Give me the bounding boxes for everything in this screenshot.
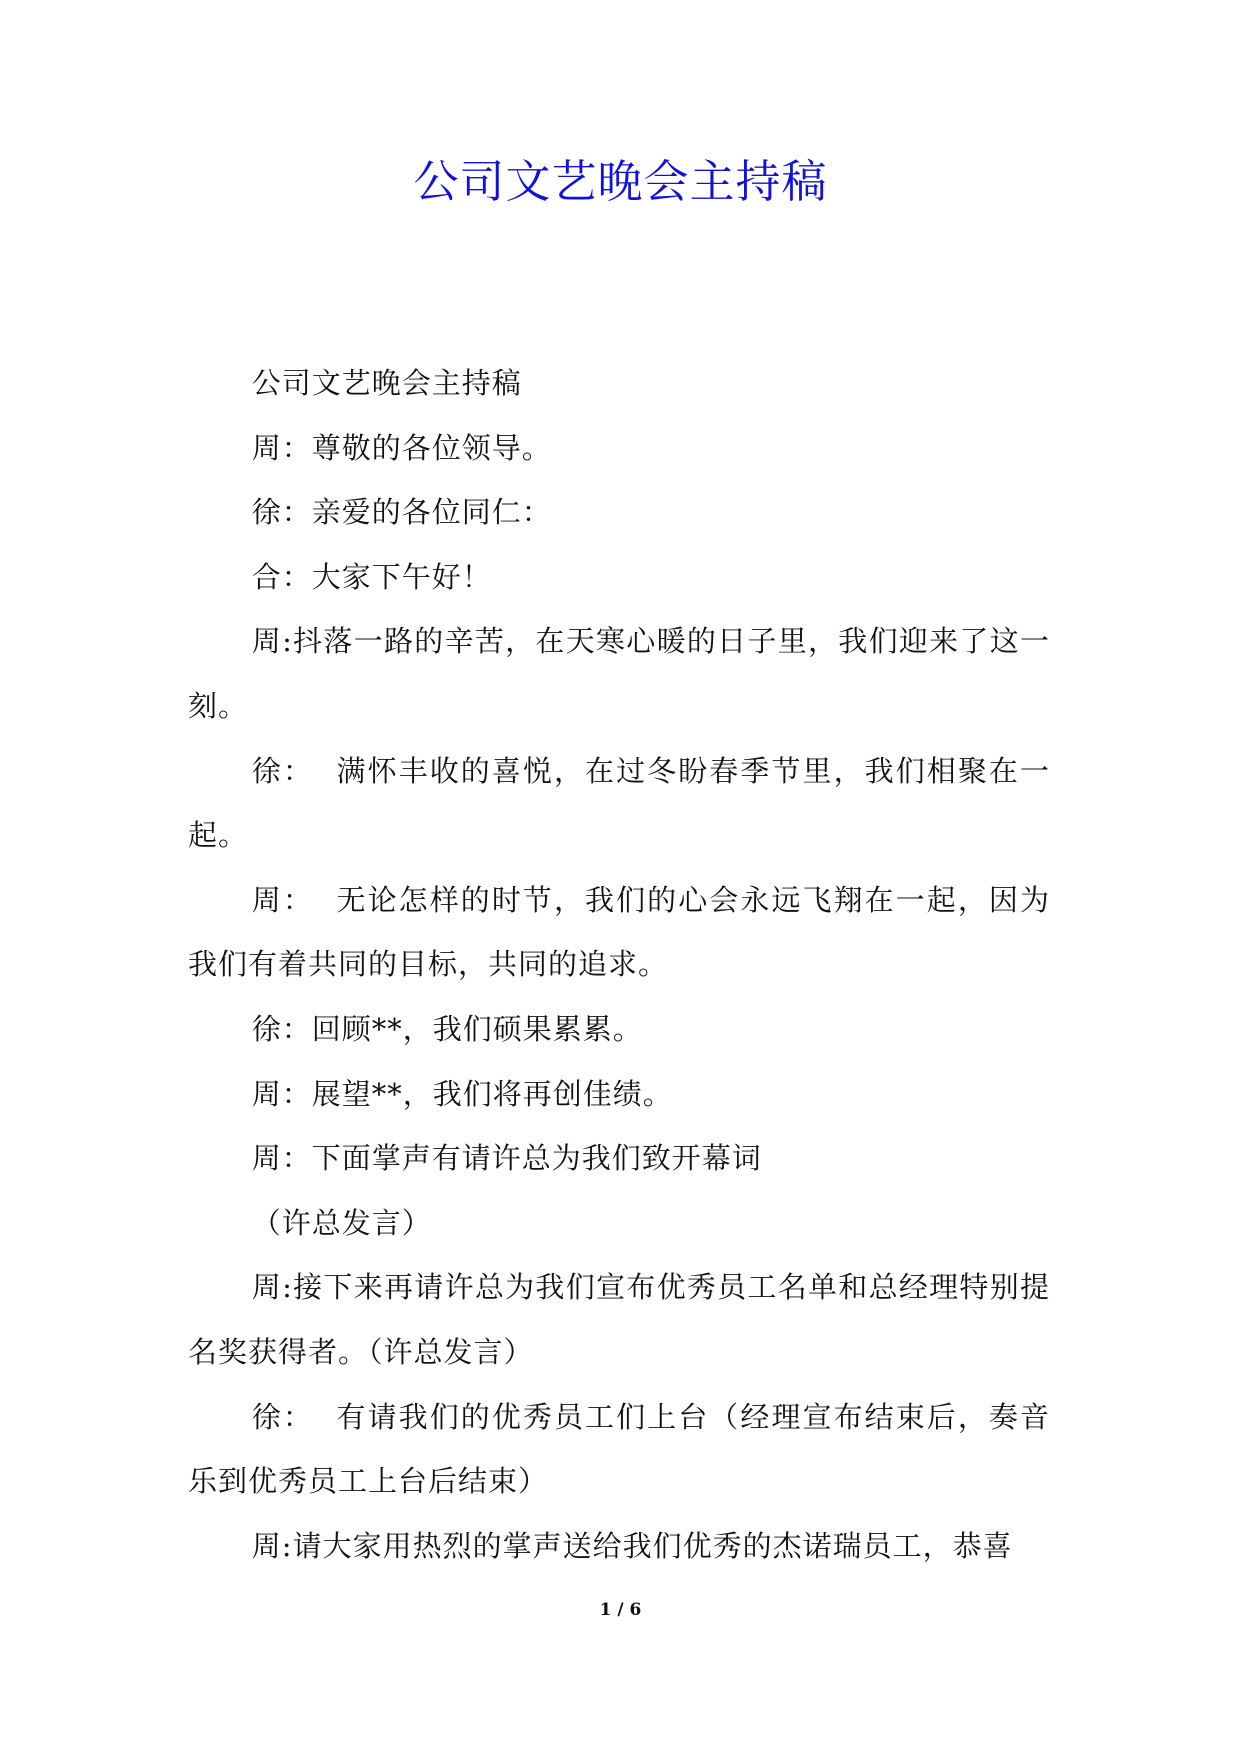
paragraph: 周:接下来再请许总为我们宣布优秀员工名单和总经理特别提名奖获得者。（许总发言） bbox=[188, 1270, 1050, 1369]
paragraph: 合：大家下午好！ bbox=[251, 559, 492, 594]
paragraph: 徐： 满怀丰收的喜悦，在过冬盼春季节里，我们相聚在一起。 bbox=[188, 753, 1050, 853]
paragraph: 徐： 有请我们的优秀员工们上台（经理宣布结束后，奏音乐到优秀员工上台后结束） bbox=[188, 1399, 1050, 1499]
paragraph: 周:请大家用热烈的掌声送给我们优秀的杰诺瑞员工，恭喜 bbox=[251, 1528, 1013, 1563]
document-body bbox=[188, 351, 1050, 1578]
page-number: 1 / 6 bbox=[599, 1600, 642, 1620]
paragraph: 徐：回顾**，我们硕果累累。 bbox=[251, 1011, 643, 1046]
paragraph: 徐：亲爱的各位同仁： bbox=[251, 495, 552, 530]
paragraph: 周:抖落一路的辛苦，在天寒心暖的日子里，我们迎来了这一刻。 bbox=[188, 624, 1050, 723]
paragraph: 周：下面掌声有请许总为我们致开幕词 bbox=[251, 1141, 762, 1176]
paragraph: （许总发言） bbox=[251, 1205, 432, 1240]
paragraph: 周： 无论怎样的时节，我们的心会永远飞翔在一起，因为我们有着共同的目标，共同的追求。 bbox=[188, 882, 1050, 982]
paragraph: 周：展望**，我们将再创佳绩。 bbox=[251, 1076, 673, 1111]
document-title: 公司文艺晚会主持稿 bbox=[413, 155, 828, 208]
paragraph: 公司文艺晚会主持稿 bbox=[251, 366, 522, 400]
paragraph: 周：尊敬的各位领导。 bbox=[251, 430, 552, 465]
